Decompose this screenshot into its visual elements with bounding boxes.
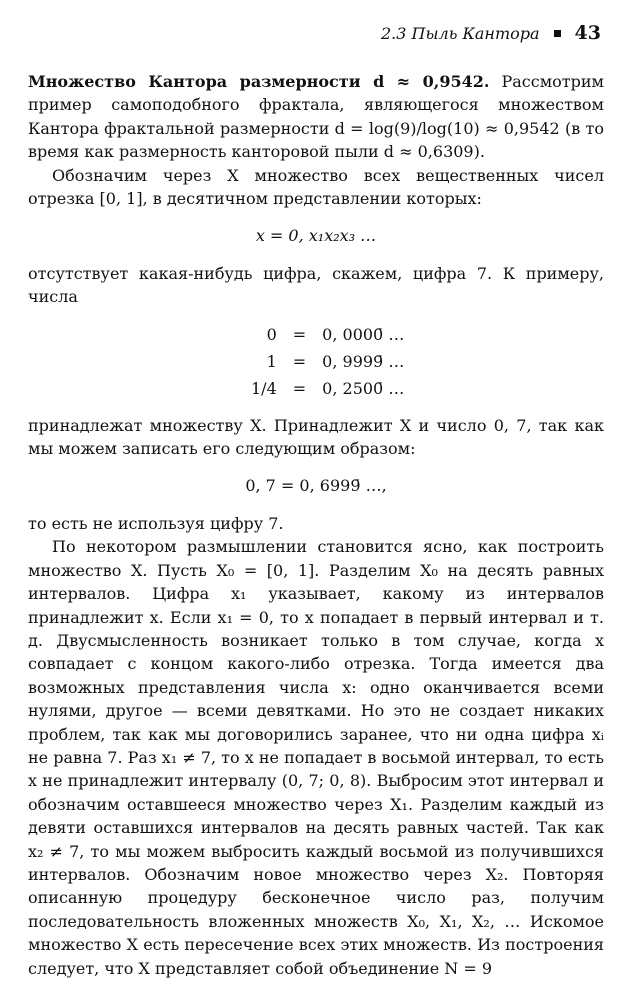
paragraph-construction: По некотором размышлении становится ясно, как построить множество X. Пусть X₀ = [0, 1]. Разделим X₀ на десять равных интервалов. Цифра x₁ указывает, какому из интервалов принадлежит x. Если x₁ = 0, то x попадает в первый интервал и т. д. Двусмысленность возникает только в том случае, когда x совпадает с концом какого-либо отрезка. Тогда имеется два возможных представления числа x: одно оканчивается всеми нулями, другое — всеми девятками. Но это не создает никаких проблем, так как мы договорились заранее, что ни одна цифра xᵢ не равна 7. Раз x₁ ≠ 7, то x не попадает в восьмой интервал, то есть x не принадлежит интервалу (0, 7; 0, 8). Выбросим этот интервал и обозначим оставшееся множество через X₁. Разделим каждый из девяти оставшихся интервалов на десять равных частей. Так как x₂ ≠ 7, то мы можем выбросить каждый восьмой из получившихся интервалов. Обозначим новое множество через X₂. Повторяя описанную процедуру бесконечное число раз, получим последовательность вложенных множеств X₀, X₁, X₂, … Искомое множество X есть пересечение всех этих множеств. Из построения следует, что X представляет собой объединение N = 9	[28, 537, 604, 978]
formula-zero-seven: 0, 7 = 0, 6999̄ …,	[245, 476, 387, 496]
paragraph-intro	[28, 70, 604, 164]
equation-op: =	[292, 324, 307, 344]
paragraph-membership: принадлежат множеству X. Принадлежит X и число 0, 7, так как мы можем записать его следующим образом:	[28, 415, 604, 459]
equation-op: =	[292, 351, 307, 371]
equation-rhs: 0, 2500̄ …	[322, 378, 405, 398]
paragraph-missing-digit: отсутствует какая-нибудь цифра, скажем, цифра 7. К примеру, числа	[28, 263, 604, 307]
running-header	[381, 22, 601, 44]
equation-row	[243, 375, 412, 402]
paragraph-intro-text: Рассмотрим пример самоподобного фрактала, являющегося множеством Кантора фрактальной размерности d = log(9)/log(10) ≈ 0,9542 (в то время как размерность канторовой пыли d ≈ 0,6309).	[28, 72, 605, 162]
equation-lhs: 1	[266, 351, 277, 371]
equation-lhs: 0	[266, 324, 277, 344]
equation-row	[243, 321, 412, 348]
formula-decimal-expansion: x = 0, x₁x₂x₃ …	[255, 226, 377, 246]
equation-lhs: 1/4	[251, 378, 277, 398]
paragraph-no-digit-seven: то есть не используя цифру 7.	[28, 513, 284, 533]
page-number: 43	[574, 22, 601, 44]
square-bullet-icon	[554, 30, 561, 37]
paragraph-definition: Обозначим через X множество всех вещественных чисел отрезка [0, 1], в десятичном представлении которых:	[28, 165, 604, 209]
equation-rhs: 0, 9999̄ …	[322, 351, 405, 371]
equation-row	[243, 348, 412, 375]
equation-rhs: 0, 0000̄ …	[322, 324, 405, 344]
equation-op: =	[292, 378, 307, 398]
page-body	[28, 70, 604, 980]
section-title: 2.3 Пыль Кантора	[381, 23, 540, 43]
paragraph-title: Множество Кантора размерности d ≈ 0,9542.	[28, 72, 490, 91]
equation-table	[243, 321, 412, 402]
